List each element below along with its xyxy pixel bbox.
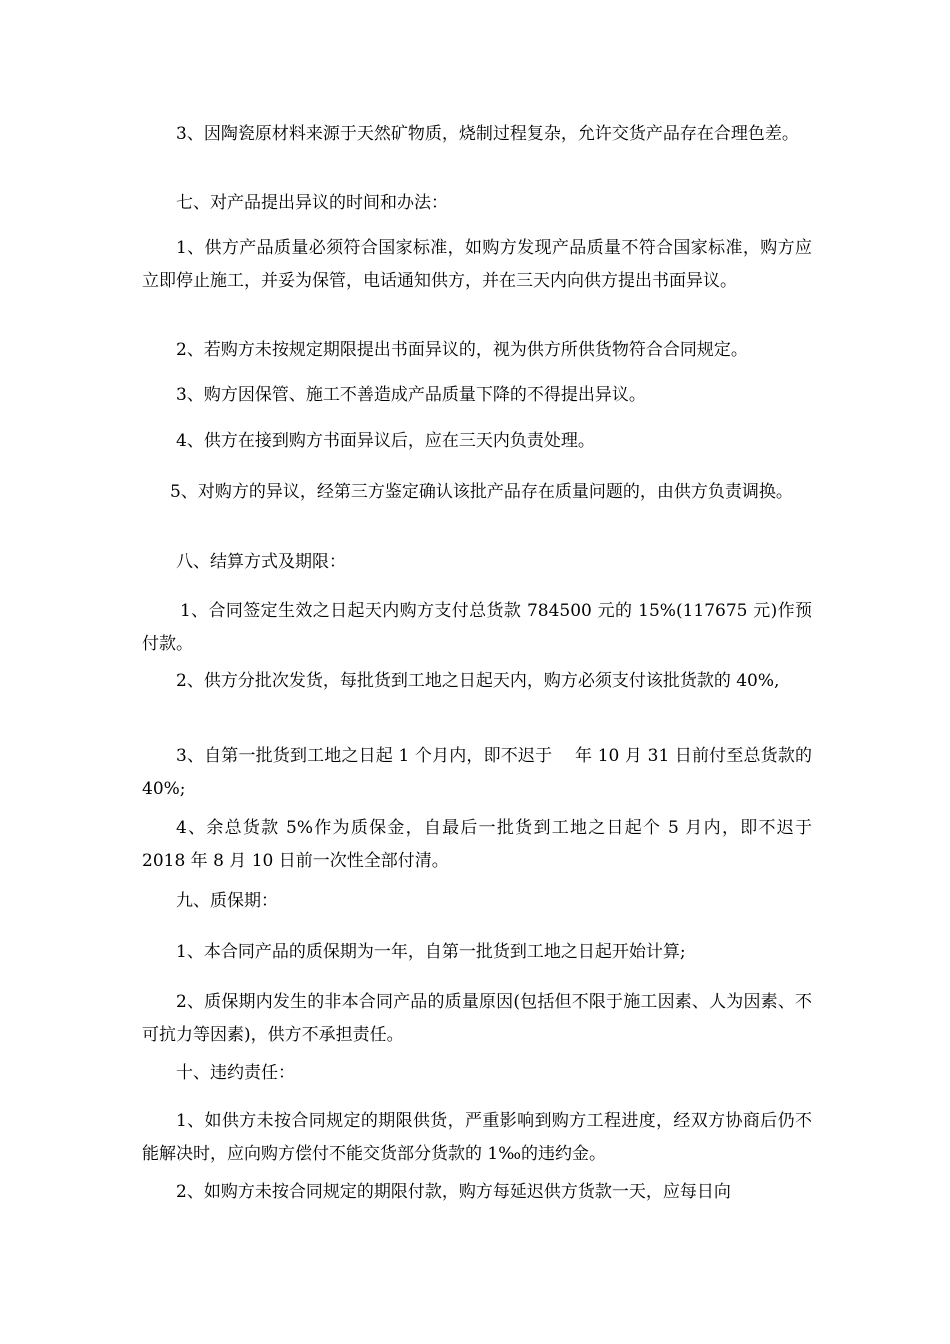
paragraph-objection-3: 3、购方因保管、施工不善造成产品质量下降的不得提出异议。 bbox=[176, 385, 646, 405]
section-heading-liability: 十、违约责任： bbox=[176, 1063, 295, 1083]
section-heading-objections: 七、对产品提出异议的时间和办法： bbox=[176, 193, 448, 213]
paragraph-settlement-2: 2、供方分批次发货，每批货到工地之日起天内，购方必须支付该批货款的 40%, bbox=[176, 671, 780, 691]
paragraph-settlement-4: 4、余总货款 5%作为质保金，自最后一批货到工地之日起个 5 月内，即不迟于 2018 年 8 月 10 日前一次性全部付清。 bbox=[142, 818, 812, 871]
paragraph-warranty-2: 2、质保期内发生的非本合同产品的质量原因(包括但不限于施工因素、人为因素、不可抗力等因素)，供方不承担责任。 bbox=[142, 992, 812, 1045]
paragraph-objection-1: 1、供方产品质量必须符合国家标准，如购方发现产品质量不符合国家标准，购方应立即停止施工，并妥为保管，电话通知供方，并在三天内向供方提出书面异议。 bbox=[142, 238, 812, 291]
paragraph-settlement-1: 1、合同签定生效之日起天内购方支付总货款 784500 元的 15%(117675 元)作预付款。 bbox=[142, 601, 812, 654]
paragraph-objection-4: 4、供方在接到购方书面异议后，应在三天内负责处理。 bbox=[176, 431, 595, 451]
paragraph-objection-2: 2、若购方未按规定期限提出书面异议的，视为供方所供货物符合合同规定。 bbox=[176, 340, 748, 360]
paragraph-settlement-3: 3、自第一批货到工地之日起 1 个月内，即不迟于 年 10 月 31 日前付至总货款的 40%; bbox=[142, 746, 812, 799]
paragraph-liability-1: 1、如供方未按合同规定的期限供货，严重影响到购方工程进度，经双方协商后仍不能解决时，应向购方偿付不能交货部分货款的 1‰的违约金。 bbox=[142, 1111, 812, 1164]
paragraph-warranty-1: 1、本合同产品的质保期为一年，自第一批货到工地之日起开始计算; bbox=[176, 942, 686, 962]
paragraph-objection-5: 5、对购方的异议，经第三方鉴定确认该批产品存在质量问题的，由供方负责调换。 bbox=[170, 482, 793, 502]
paragraph-item-3-color-difference: 3、因陶瓷原材料来源于天然矿物质，烧制过程复杂，允许交货产品存在合理色差。 bbox=[176, 124, 799, 144]
section-heading-settlement: 八、结算方式及期限： bbox=[176, 552, 346, 572]
paragraph-liability-2: 2、如购方未按合同规定的期限付款，购方每延迟供方货款一天，应每日向 bbox=[176, 1182, 731, 1202]
section-heading-warranty: 九、质保期： bbox=[176, 891, 278, 911]
